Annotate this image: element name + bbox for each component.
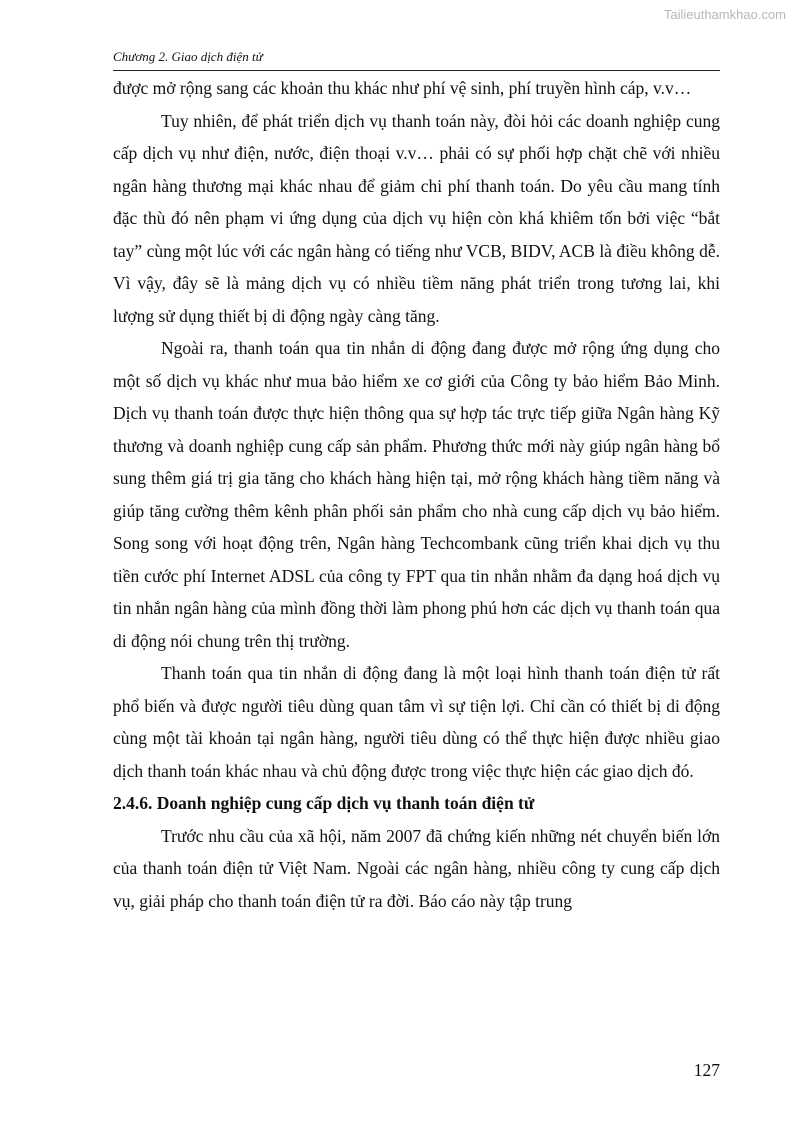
paragraph: Tuy nhiên, để phát triển dịch vụ thanh toán này, đòi hỏi các doanh nghiệp cung cấp dịch vụ như điện, nước, điện thoại v.v… phải có sự phối hợp chặt chẽ với nhiều ngân hàng thương mại khác nhau để giảm chi phí thanh toán. Do yêu cầu mang tính đặc thù đó nên phạm vi ứng dụng của dịch vụ hiện còn khá khiêm tốn bởi việc “bắt tay” cùng một lúc với các ngân hàng có tiếng như VCB, BIDV, ACB là điều không dễ. Vì vậy, đây sẽ là mảng dịch vụ có nhiều tiềm năng phát triển trong tương lai, khi lượng sử dụng thiết bị di động ngày càng tăng. — [113, 110, 720, 326]
page-content — [113, 72, 720, 917]
paragraph: Trước nhu cầu của xã hội, năm 2007 đã chứng kiến những nét chuyển biến lớn của thanh toán điện tử Việt Nam. Ngoài các ngân hàng, nhiều công ty cung cấp dịch vụ, giải pháp cho thanh toán điện tử ra đời. Báo cáo này tập trung — [113, 825, 720, 911]
paragraph: Thanh toán qua tin nhắn di động đang là một loại hình thanh toán điện tử rất phổ biến và được người tiêu dùng quan tâm vì sự tiện lợi. Chỉ cần có thiết bị di động cùng một tài khoản tại ngân hàng, người tiêu dùng có thể thực hiện được nhiều giao dịch thanh toán khác nhau và chủ động được trong việc thực hiện các giao dịch đó. — [113, 663, 720, 781]
watermark: Tailieuthamkhao.com — [663, 7, 786, 22]
page-number: 127 — [693, 1060, 720, 1080]
section-heading: 2.4.6. Doanh nghiệp cung cấp dịch vụ thanh toán điện tử — [113, 793, 535, 813]
chapter-title: Chương 2. Giao dịch điện tử — [113, 49, 263, 64]
paragraph-continuation: được mở rộng sang các khoản thu khác như phí vệ sinh, phí truyền hình cáp, v.v… — [113, 78, 692, 98]
running-header — [113, 48, 720, 71]
paragraph: Ngoài ra, thanh toán qua tin nhắn di động đang được mở rộng ứng dụng cho một số dịch vụ khác như mua bảo hiểm xe cơ giới của Công ty bảo hiểm Bảo Minh. Dịch vụ thanh toán được thực hiện thông qua sự hợp tác trực tiếp giữa Ngân hàng Kỹ thương và doanh nghiệp cung cấp sản phẩm. Phương thức mới này giúp ngân hàng bổ sung thêm giá trị gia tăng cho khách hàng hiện tại, mở rộng khách hàng tiềm năng và giúp tăng cường thêm kênh phân phối sản phẩm cho nhà cung cấp dịch vụ bảo hiểm. Song song với hoạt động trên, Ngân hàng Techcombank cũng triển khai dịch vụ thu tiền cước phí Internet ADSL của công ty FPT qua tin nhắn nhằm đa dạng hoá dịch vụ tin nhắn ngân hàng của mình đồng thời làm phong phú hơn các dịch vụ thanh toán qua di động nói chung trên thị trường. — [113, 338, 720, 651]
